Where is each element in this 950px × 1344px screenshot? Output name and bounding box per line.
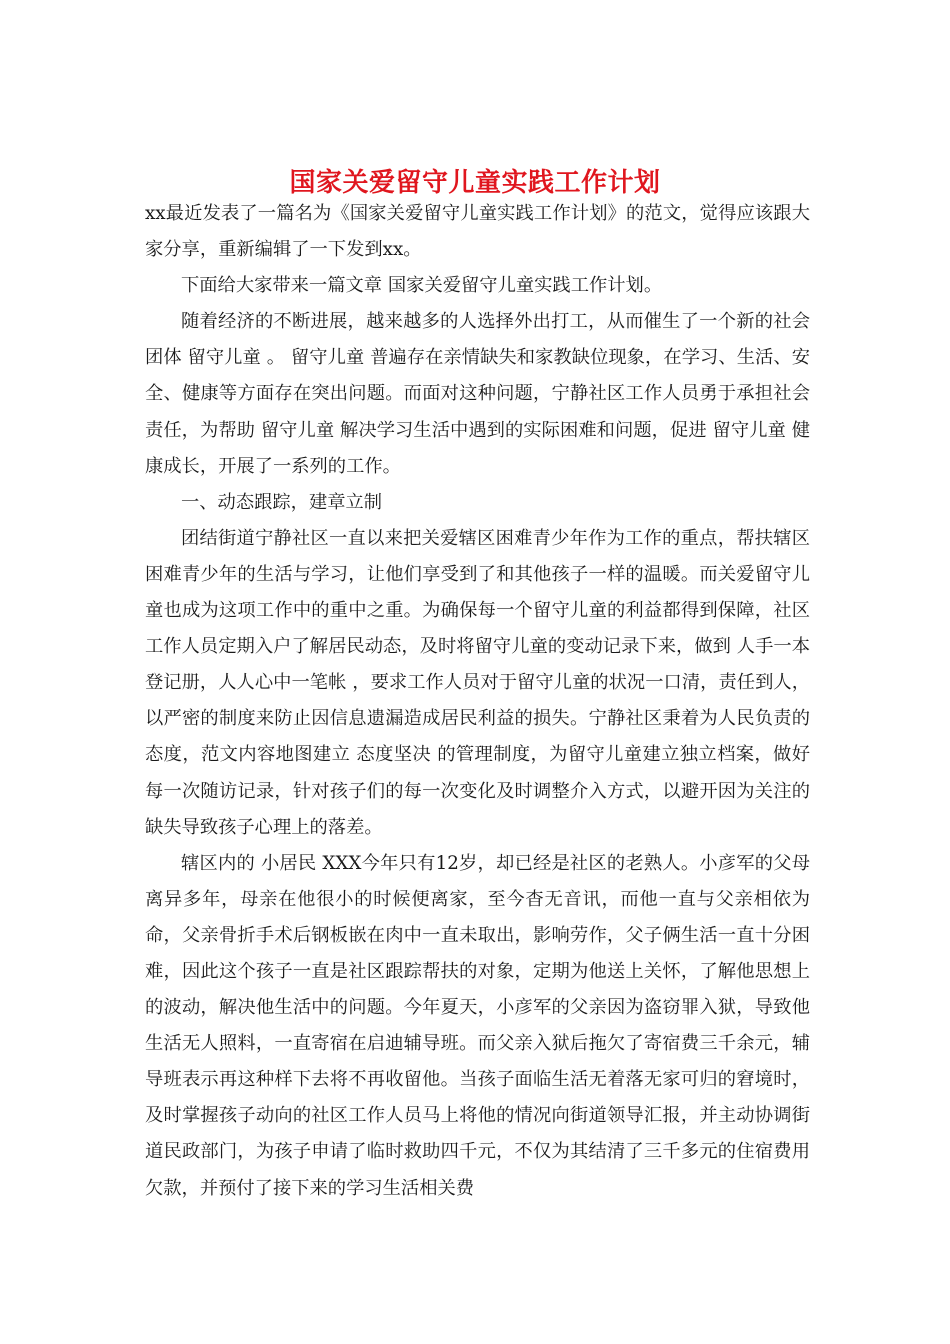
document-body (145, 196, 810, 1207)
paragraph-section-1: 团结街道宁静社区一直以来把关爱辖区困难青少年作为工作的重点，帮扶辖区困难青少年的生活与学习，让他们享受到了和其他孩子一样的温暖。而关爱留守儿童也成为这项工作中的重中之重。为确保每一个留守儿童的利益都得到保障，社区工作人员定期入户了解居民动态，及时将留守儿童的变动记录下来，做到 人手一本登记册，人人心中一笔帐 ，要求工作人员对于留守儿童的状况一口清，责任到人，以严密的制度来防止因信息遗漏造成居民利益的损失。宁静社区秉着为人民负责的态度，范文内容地图建立 态度坚决 的管理制度，为留守儿童建立独立档案，做好每一次随访记录，针对孩子们的每一次变化及时调整介入方式，以避开因为关注的缺失导致孩子心理上的落差。 (145, 527, 810, 838)
paragraph-intro: xx最近发表了一篇名为《国家关爱留守儿童实践工作计划》的范文，觉得应该跟大家分享，重新编辑了一下发到xx。 (145, 203, 810, 261)
paragraph-case-story: 辖区内的 小居民 XXX今年只有12岁，却已经是社区的老熟人。小彦军的父母离异多年，母亲在他很小的时候便离家，至今杳无音讯，而他一直与父亲相依为命，父亲骨折手术后钢板嵌在肉中一直未取出，影响劳作，父子俩生活一直十分困难，因此这个孩子一直是社区跟踪帮扶的对象，定期为他送上关怀，了解他思想上的波动，解决他生活中的问题。今年夏天，小彦军的父亲因为盗窃罪入狱，导致他生活无人照料，一直寄宿在启迪辅导班。而父亲入狱后拖欠了寄宿费三千余元，辅导班表示再这种样下去将不再收留他。当孩子面临生活无着落无家可归的窘境时，及时掌握孩子动向的社区工作人员马上将他的情况向街道领导汇报，并主动协调街道民政部门，为孩子申请了临时救助四千元，不仅为其结清了三千多元的住宿费用欠款，并预付了接下来的学习生活相关费 (145, 852, 810, 1199)
paragraph-background: 随着经济的不断进展，越来越多的人选择外出打工，从而催生了一个新的社会团体 留守儿童 。 留守儿童 普遍存在亲情缺失和家教缺位现象，在学习、生活、安全、健康等方面存在突出问题。而面对这种问题，宁静社区工作人员勇于承担社会责任，为帮助 留守儿童 解决学习生活中遇到的实际困难和问题，促进 留守儿童 健康成长，开展了一系列的工作。 (145, 311, 810, 477)
section-heading-1: 一、动态跟踪，建章立制 (181, 491, 383, 513)
paragraph-lead: 下面给大家带来一篇文章 国家关爱留守儿童实践工作计划。 (181, 275, 663, 297)
document-title: 国家关爱留守儿童实践工作计划 (289, 168, 661, 199)
